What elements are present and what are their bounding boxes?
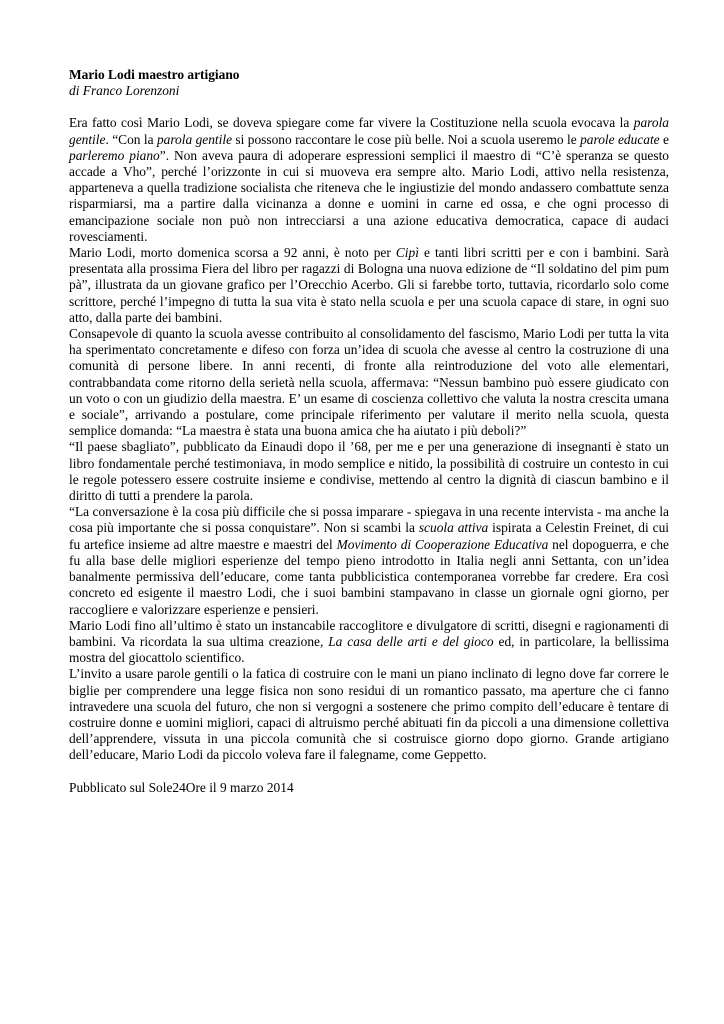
paragraph-text: ispirata a Celestin Freinet, di cui fu artefice insieme ad altre maestre e maestri del	[69, 520, 669, 552]
paragraph-text: ”. Non aveva paura di adoperare espressioni semplici il maestro di “C’è speranza se questo accade a Vho”, perché l’orizzonte in cui si muoveva era sempre alto. Mario Lodi, attivo nella resistenza, apparteneva a quella tradizione socialista che riteneva che le ingiustizie del mondo andassero combattute senza risparmiarsi, ma a partire dalla vicinanza a donne e uomini in carne ed ossa, e che ogni processo di emancipazione sociale non può non intrecciarsi a una azione educativa democratica, capace di audaci rovesciamenti.	[69, 147, 669, 244]
italic-text: Cipì	[395, 245, 419, 261]
article-paragraph	[69, 504, 669, 617]
paragraph-text: . “Con la	[105, 131, 157, 147]
article-author: di Franco Lorenzoni	[69, 83, 180, 99]
publication-note: Pubblicato sul Sole24Ore il 9 marzo 2014	[69, 779, 294, 795]
article-paragraph	[69, 245, 669, 326]
paragraph-text: si possono raccontare le cose più belle. Noi a scuola useremo le	[232, 131, 581, 147]
article	[69, 67, 669, 796]
paragraph-text: e	[659, 131, 669, 147]
article-title: Mario Lodi maestro artigiano	[69, 67, 240, 82]
article-paragraph	[69, 439, 669, 504]
italic-text: La casa delle arti e del gioco	[328, 633, 494, 649]
italic-text: parole educate	[580, 131, 660, 147]
italic-text: scuola attiva	[418, 520, 489, 536]
paragraph-text: “Il paese sbagliato”, pubblicato da Einaudi dopo il ’68, per me e per una generazione di insegnanti è stato un libro fondamentale perché testimoniava, in modo semplice e nitido, la possibilità di costruire un contesto in cui le regole potessero essere costruite insieme e condivise, mettendo al centro la dignità di ciascun bambino e il diritto di tutti a prendere la parola.	[69, 439, 669, 504]
article-paragraph	[69, 326, 669, 439]
paragraph-text: Mario Lodi, morto domenica scorsa a 92 anni, è noto per	[69, 245, 396, 261]
paragraph-text: e tanti libri scritti per e con i bambini. Sarà presentata alla prossima Fiera del libro per ragazzi di Bologna una nuova edizione de “Il soldatino del pim pum pà”, illustrata da un giovane grafico per l’Orecchio Acerbo. Gli si farebbe torto, tuttavia, ricordarlo solo come scrittore, perché l’impegno di tutta la sua vita è stato nella scuola e per una scuola capace di stare, in ogni suo atto, dalla parte dei bambini.	[69, 245, 669, 325]
article-paragraph	[69, 618, 669, 667]
italic-text: parola gentile	[156, 131, 233, 147]
paragraph-text: Consapevole di quanto la scuola avesse contribuito al consolidamento del fascismo, Mario Lodi per tutta la vita ha sperimentato concretamente e difeso con forza un’idea di scuola che avesse al centro la costruzione di una comunità di persone libere. In anni recenti, di fronte alla reintroduzione del voto alle elementari, contrabbandata come ritorno della serietà nella scuola, affermava: “Nessun bambino può essere giudicato con un voto o con un giudizio della maestra. E’ un esame di coscienza collettivo che valuta la nostra crescita umana e sociale”, arrivando a postulare, come principale riferimento per valutare il merito nella scuola, questa semplice domanda: “La maestra è stata una buona amica che ha aiutato i più deboli?”	[69, 326, 669, 439]
article-body	[69, 115, 669, 763]
paragraph-text: Mario Lodi fino all’ultimo è stato un instancabile raccoglitore e divulgatore di scritti, disegni e ragionamenti di bambini. Va ricordata la sua ultima creazione,	[69, 617, 669, 649]
italic-text: parleremo piano	[69, 147, 160, 163]
paragraph-text: L’invito a usare parole gentili o la fatica di costruire con le mani un piano inclinato di legno dove far correre le biglie per comprendere una legge fisica non sono residui di un romantico passato, ma aperture che ci fanno intravedere una scuola del futuro, che non si vergogni a sostenere che primo compito dell’educare è tentare di costruire donne e uomini migliori, capaci di altruismo perché abituati fin da piccoli a una dimensione collettiva dell’apprendere, vissuta in una piccola comunità che si costruisce giorno dopo giorno. Grande artigiano dell’educare, Mario Lodi da piccolo voleva fare il falegname, come Geppetto.	[69, 666, 669, 763]
italic-text: parola gentile	[69, 115, 669, 147]
article-paragraph	[69, 115, 669, 245]
paragraph-text: Era fatto così Mario Lodi, se doveva spiegare come far vivere la Costituzione nella scuola evocava la	[69, 115, 634, 131]
article-paragraph	[69, 666, 669, 763]
paragraph-text: “La conversazione è la cosa più difficile che si possa imparare - spiegava in una recente intervista - ma anche la cosa più importante che si possa conquistare”. Non si scambi la	[69, 504, 669, 536]
paragraph-text: nel dopoguerra, e che fu alla base delle migliori esperienze del tempo pieno introdotto in Italia negli anni Settanta, con un’idea banalmente permissiva dell’educare, come tanta pubblicistica contemporanea vorrebbe far credere. Era così concreto ed esigente il maestro Lodi, che i suoi bambini stampavano in classe un giornale ogni giorno, per raccogliere e valorizzare esperienze e pensieri.	[69, 536, 670, 617]
italic-text: Movimento di Cooperazione Educativa	[336, 536, 549, 552]
paragraph-text: ed, in particolare, la bellissima mostra del giocattolo scientifico.	[69, 633, 670, 666]
